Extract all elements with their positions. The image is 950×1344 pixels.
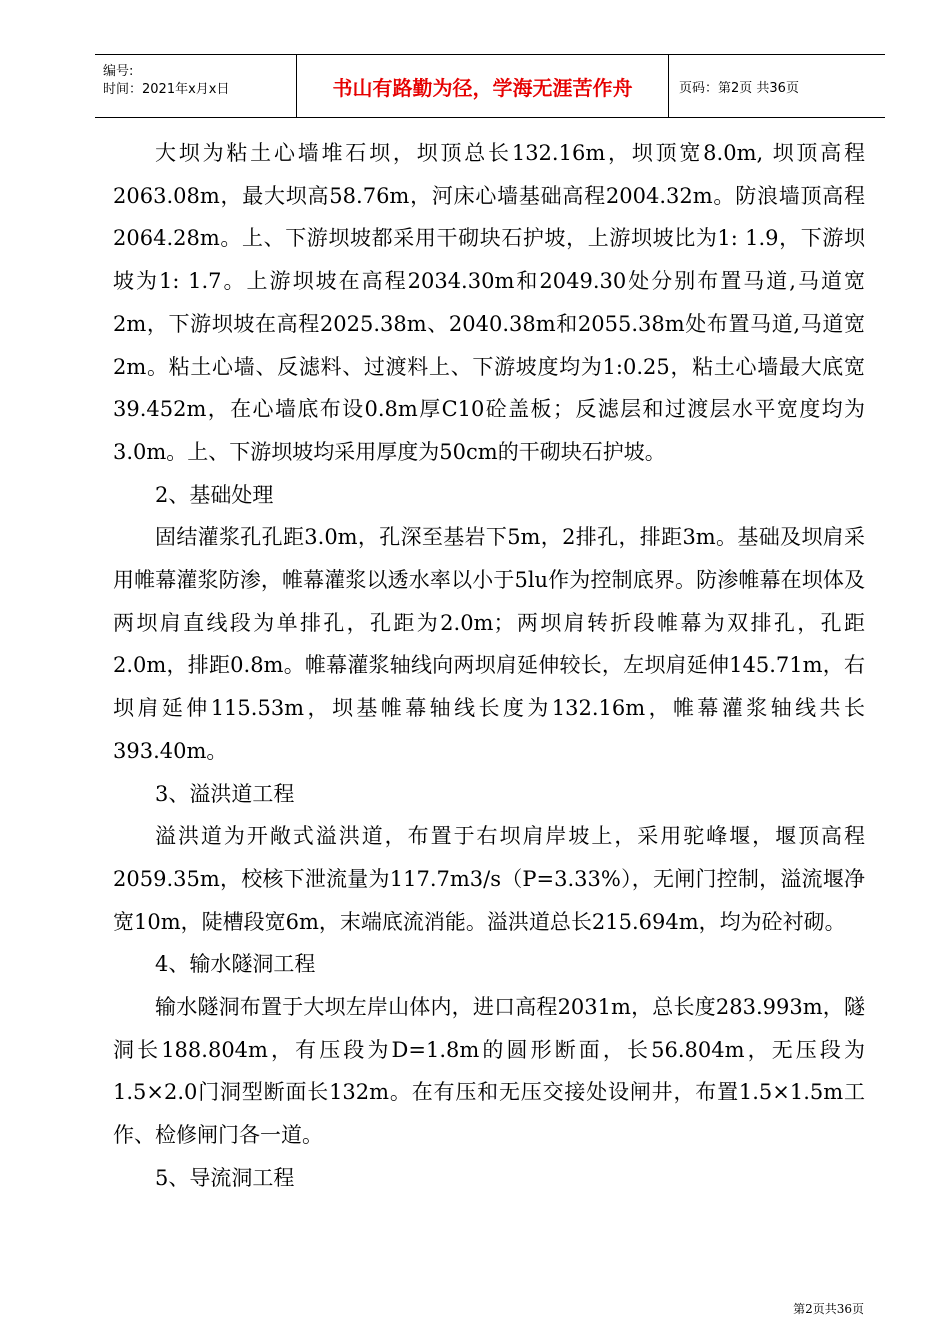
page-header (95, 54, 885, 118)
section-heading-foundation: 2、基础处理 (155, 482, 274, 507)
page-footer: 第2页共36页 (793, 1302, 864, 1316)
document-time-label: 时间：2021年x月x日 (103, 82, 230, 97)
paragraph-spillway: 溢洪道为开敞式溢洪道，布置于右坝肩岸坡上，采用驼峰堰，堰顶高程2059.35m，校核下泄流量为117.7m3/s（P=3.33%），无闸门控制，溢流堰净宽10m，陡槽段宽6m，末端底流消能。溢洪道总长215.694m，均为砼衬砌。 (113, 824, 865, 934)
document-body (113, 132, 865, 1200)
header-motto: 书山有路勤为径，学海无涯苦作舟 (297, 55, 669, 117)
section-heading-diversion-tunnel: 5、导流洞工程 (155, 1165, 295, 1190)
paragraph-dam-description: 大坝为粘土心墙堆石坝，坝顶总长132.16m，坝顶宽8.0m, 坝顶高程2063.08m，最大坝高58.76m，河床心墙基础高程2004.32m。防浪墙顶高程2064.28m。上、下游坝坡都采用干砌块石护坡，上游坝坡比为1: 1.9，下游坝坡为1: 1.7。上游坝坡在高程2034.30m和2049.30处分别布置马道,马道宽2m，下游坝坡在高程2025.38m、2040.38m和2055.38m处布置马道,马道宽2m。粘土心墙、反滤料、过渡料上、下游坡度均为1:0.25，粘土心墙最大底宽39.452m，在心墙底布设0.8m厚C10砼盖板；反滤层和过渡层水平宽度均为3.0m。上、下游坝坡均采用厚度为50cm的干砌块石护坡。 (113, 141, 865, 464)
header-page-label: 页码：第2页 共36页 (679, 80, 799, 96)
document-number-label: 编号: (103, 64, 134, 79)
paragraph-foundation: 固结灌浆孔孔距3.0m，孔深至基岩下5m，2排孔，排距3m。基础及坝肩采用帷幕灌浆防渗，帷幕灌浆以透水率以小于5lu作为控制底界。防渗帷幕在坝体及两坝肩直线段为单排孔，孔距为2.0m；两坝肩转折段帷幕为双排孔，孔距2.0m，排距0.8m。帷幕灌浆轴线向两坝肩延伸较长，左坝肩延伸145.71m，右坝肩延伸115.53m，坝基帷幕轴线长度为132.16m，帷幕灌浆轴线共长393.40m。 (113, 525, 865, 763)
section-heading-spillway: 3、溢洪道工程 (155, 781, 295, 806)
header-meta-cell (95, 55, 297, 117)
paragraph-water-tunnel: 输水隧洞布置于大坝左岸山体内，进口高程2031m，总长度283.993m，隧洞长188.804m，有压段为D=1.8m的圆形断面，长56.804m，无压段为1.5×2.0门洞型断面长132m。在有压和无压交接处设闸井，布置1.5×1.5m工作、检修闸门各一道。 (113, 995, 865, 1148)
section-heading-water-tunnel: 4、输水隧洞工程 (155, 952, 316, 977)
